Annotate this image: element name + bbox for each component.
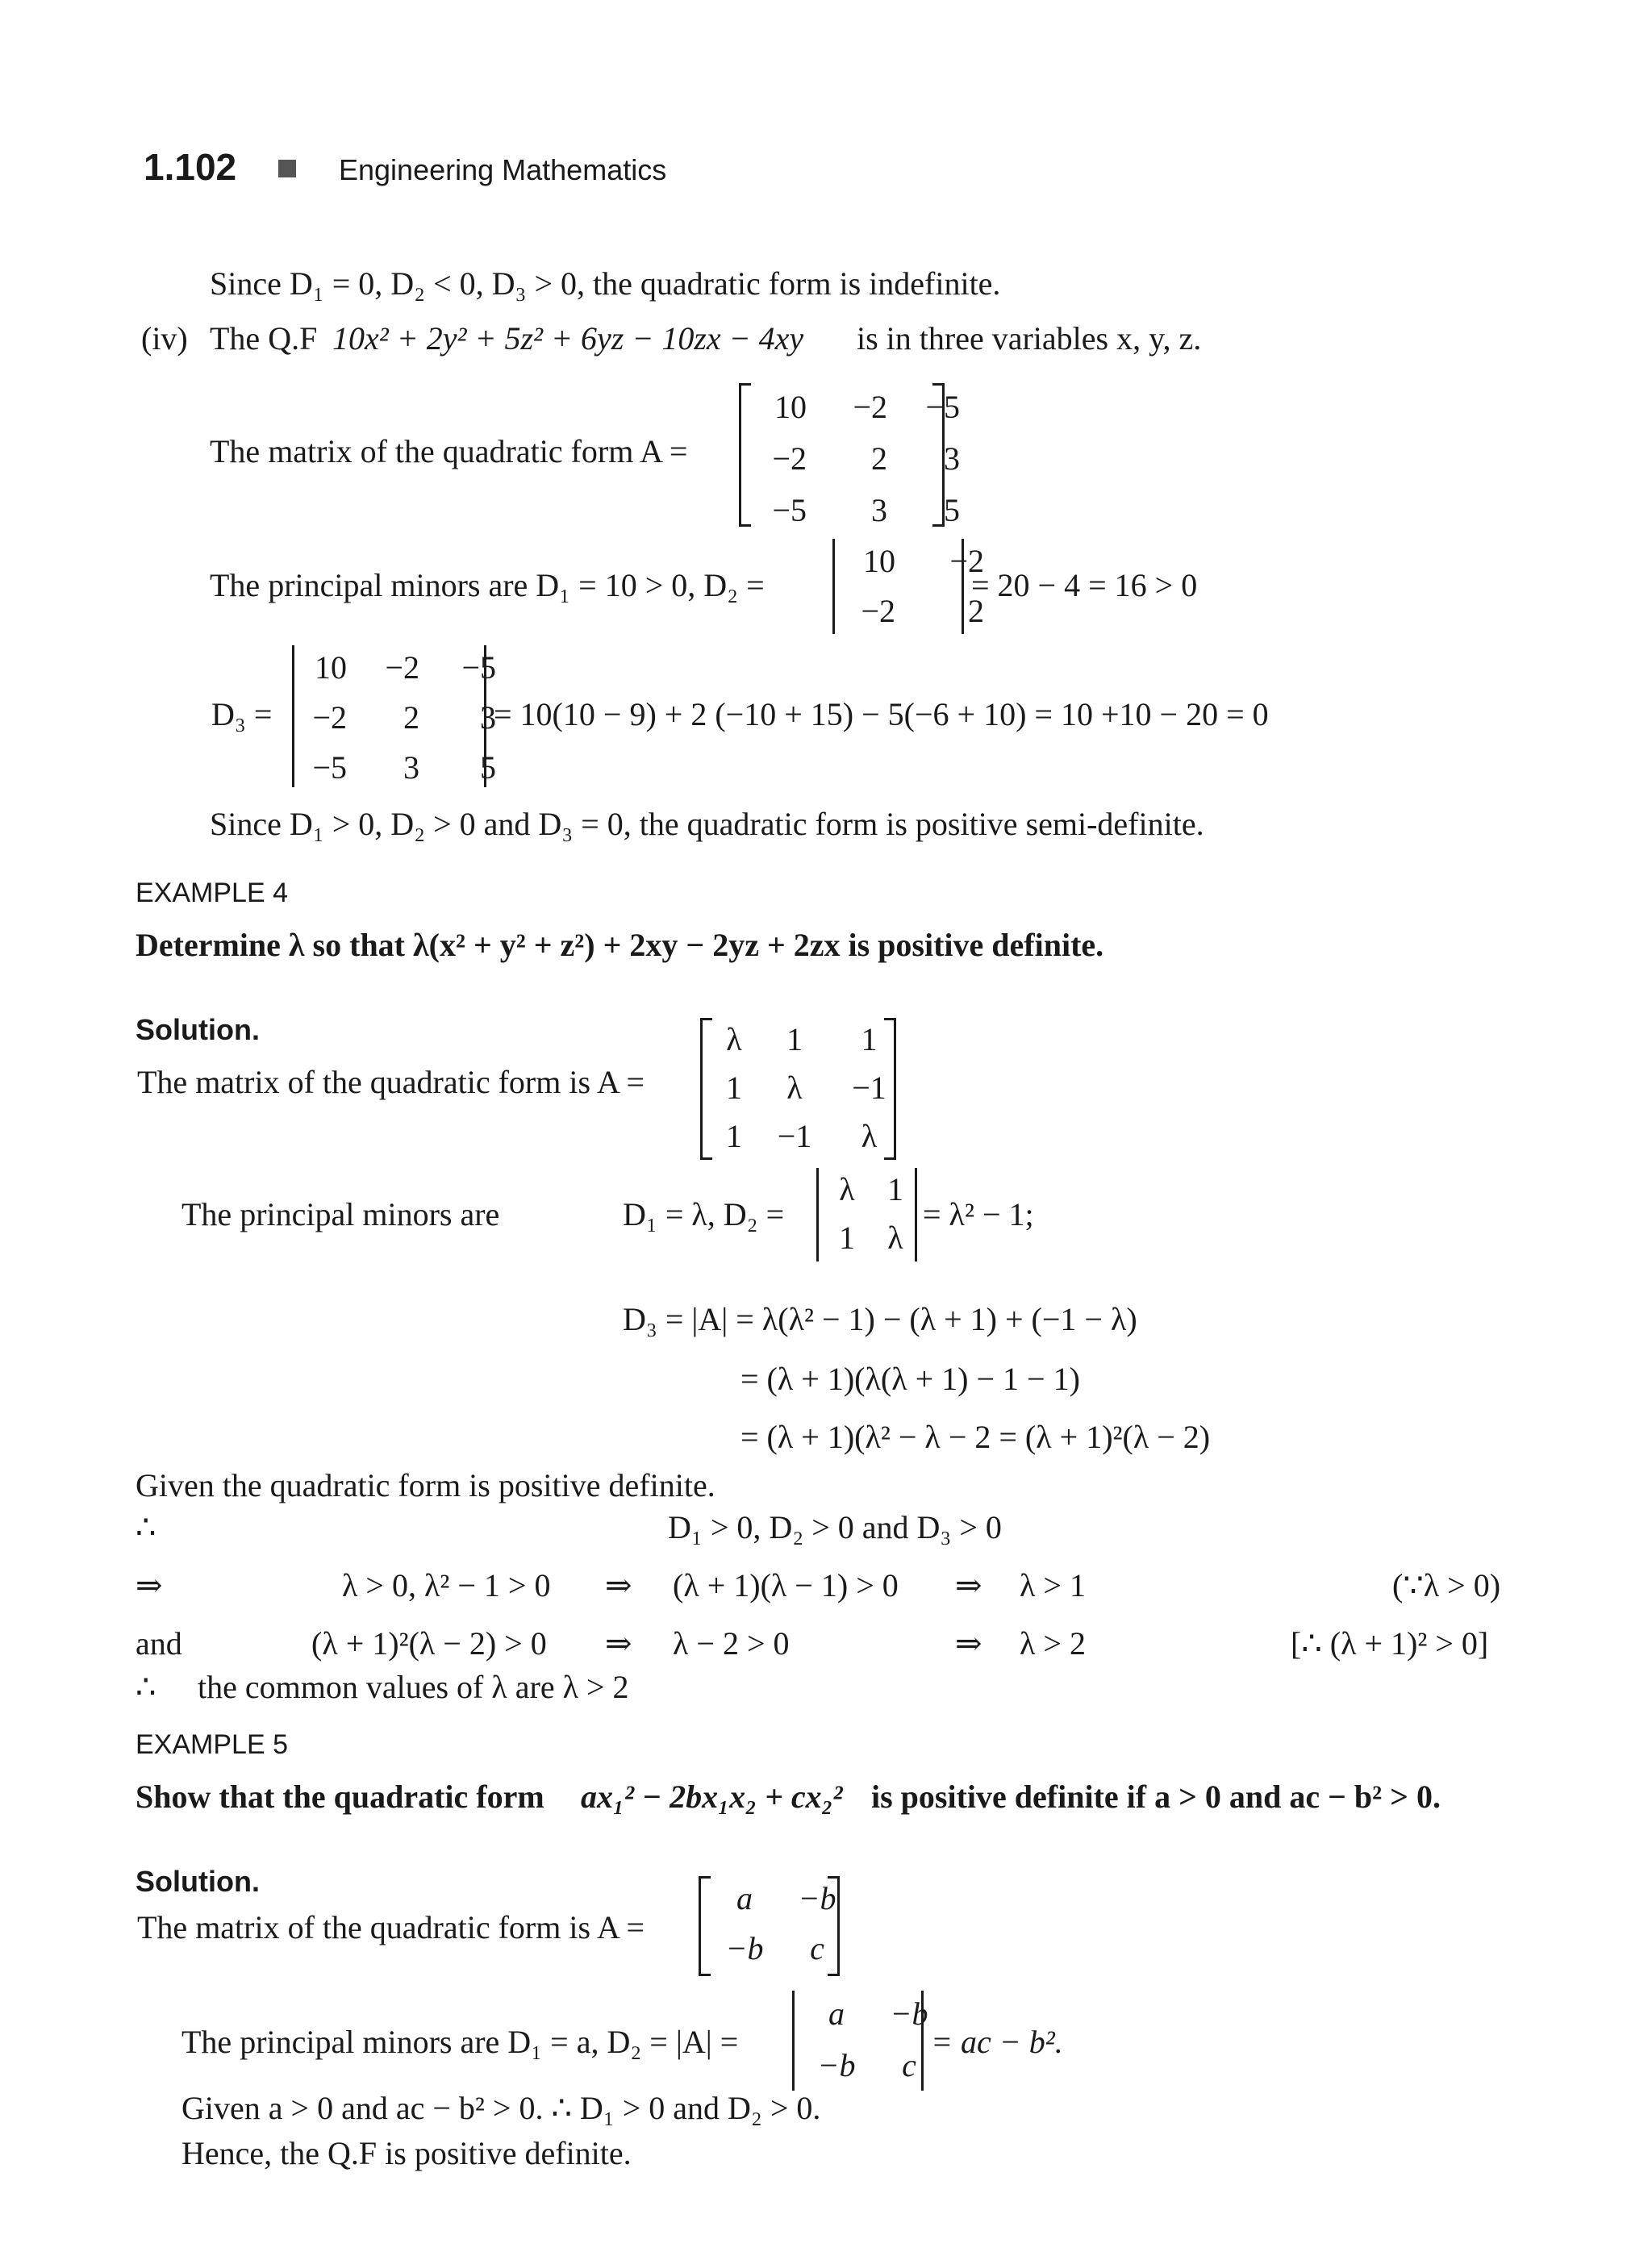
example-4-d3-line1: D₃ = |A| = λ(λ² − 1) − (λ + 1) + (−1 − λ) [623,1301,1137,1337]
det-left-bar [292,645,294,787]
example-4-d2-matrix [823,1165,920,1261]
matrix-cell: −5 [925,388,960,425]
example-4-d2-result: = λ² − 1; [923,1196,1034,1232]
part-iv-matrix [750,381,960,536]
matrix-right-bracket [828,1876,840,1976]
matrix-cell: −b [725,1929,764,1966]
matrix-cell: −2 [385,648,419,686]
matrix-cell: −5 [772,491,807,528]
matrix-cell: 10 [315,648,347,686]
example-4-matrix-label: The matrix of the quadratic form is A = [137,1064,645,1100]
implies-symbol: ⇒ [955,1567,982,1603]
example-4-row2-b: λ − 2 > 0 [673,1625,790,1662]
matrix-cell: λ [839,1170,855,1207]
example-5-heading: EXAMPLE 5 [136,1729,288,1760]
implies-symbol: ⇒ [136,1567,163,1603]
matrix-cell: c [810,1929,824,1966]
matrix-cell: −1 [777,1117,812,1154]
matrix-cell: 5 [944,491,960,528]
example-4-row1-b: (λ + 1)(λ − 1) > 0 [673,1567,899,1603]
det-right-bar [962,539,964,634]
matrix-right-bracket [884,1018,896,1160]
matrix-cell: 3 [403,749,419,786]
part-iv-conclusion: Since D₁ > 0, D₂ > 0 and D₃ = 0, the quadratic form is positive semi-definite. [210,806,1204,842]
matrix-cell: −2 [312,698,347,736]
part-iv-intro-suffix: is in three variables x, y, z. [857,320,1202,357]
example-4-final: the common values of λ are λ > 2 [198,1669,629,1705]
matrix-cell: −1 [852,1069,886,1106]
example-5-problem-form: ax₁² − 2bx₁x₂ + cx₂² [581,1779,843,1815]
matrix-cell: 1 [839,1219,855,1256]
part-iv-d3-result: = 10(10 − 9) + 2 (−10 + 15) − 5(−6 + 10) = 10 +10 − 20 = 0 [494,696,1269,732]
matrix-left-bracket [739,383,751,527]
matrix-cell: 10 [863,542,895,579]
matrix-cell: 2 [968,592,984,629]
det-left-bar [816,1168,819,1261]
det-right-bar [915,1168,917,1261]
part-iv-d3-label: D₃ = [211,696,273,732]
example-5-matrix-label: The matrix of the quadratic form is A = [137,1909,645,1945]
matrix-cell: −2 [861,592,895,629]
matrix-cell: −5 [312,749,347,786]
example-5-problem-suffix: is positive definite if a > 0 and ac − b² > 0. [871,1779,1441,1815]
matrix-cell: 1 [861,1020,878,1057]
example-4-d1-d2: D₁ = λ, D₂ = [623,1196,785,1232]
matrix-cell: 3 [871,491,887,528]
example-4-row2-c: λ > 2 [1020,1625,1086,1662]
matrix-cell: −b [890,1995,928,2032]
implies-symbol: ⇒ [955,1625,982,1662]
example-4-solution-label: Solution. [136,1013,260,1046]
example-4-d3-line3: = (λ + 1)(λ² − λ − 2 = (λ + 1)²(λ − 2) [740,1419,1211,1455]
example-5-problem-prefix: Show that the quadratic form [136,1779,544,1815]
matrix-cell: 2 [403,698,419,736]
example-4-row1-a: λ > 0, λ² − 1 > 0 [342,1567,551,1603]
matrix-cell: −b [798,1879,836,1916]
example-4-row2-lead: and [136,1625,182,1662]
example-4-problem: Determine λ so that λ(x² + y² + z²) + 2xy − 2yz + 2zx is positive definite. [136,927,1104,963]
part-iv-form: 10x² + 2y² + 5z² + 6yz − 10zx − 4xy [332,320,804,357]
example-4-condition: D₁ > 0, D₂ > 0 and D₃ > 0 [668,1509,1002,1545]
det-right-bar [484,645,486,787]
implies-symbol: ⇒ [605,1567,632,1603]
example-5-given: Given a > 0 and ac − b² > 0. ∴ D₁ > 0 and D₂ > 0. [181,2090,821,2126]
book-title: Engineering Mathematics [339,153,667,186]
matrix-cell: −5 [461,648,496,686]
part-iv-minors-label: The principal minors are D₁ = 10 > 0, D₂ = [210,567,765,603]
matrix-cell: a [828,1995,845,2032]
matrix-cell: 1 [726,1069,742,1106]
example-4-matrix [710,1015,907,1160]
example-4-minors-label: The principal minors are [181,1196,500,1232]
matrix-right-bracket [932,383,945,527]
matrix-cell: c [902,2046,916,2083]
matrix-cell: −2 [772,440,807,477]
matrix-cell: 3 [480,698,496,736]
matrix-cell: λ [887,1219,903,1256]
matrix-cell: a [736,1879,753,1916]
matrix-cell: λ [726,1020,742,1057]
example-4-row1-note: (∵λ > 0) [1392,1567,1501,1603]
example-5-solution-label: Solution. [136,1865,260,1898]
matrix-cell: 1 [887,1170,903,1207]
page-number: 1.102 [144,146,237,188]
matrix-cell: λ [861,1117,878,1154]
therefore-symbol: ∴ [136,1509,156,1545]
example-5-hence: Hence, the Q.F is positive definite. [181,2135,632,2171]
matrix-cell: 5 [480,749,496,786]
implies-symbol: ⇒ [605,1625,632,1662]
matrix-cell: −2 [853,388,887,425]
example-5-d2-matrix [800,1987,945,2091]
part-iv-matrix-label: The matrix of the quadratic form A = [210,433,688,469]
det-right-bar [921,1991,924,2091]
matrix-cell: −2 [949,542,984,579]
matrix-cell: 1 [786,1020,803,1057]
example-5-minors-label: The principal minors are D₁ = a, D₂ = |A| = [181,2024,739,2060]
example-4-heading: EXAMPLE 4 [136,878,288,908]
matrix-cell: 2 [871,440,887,477]
part-iv-label: (iv) [141,320,188,357]
therefore-symbol: ∴ [136,1669,156,1705]
part-iv-d2-result: = 20 − 4 = 16 > 0 [971,567,1198,603]
example-4-row2-a: (λ + 1)²(λ − 2) > 0 [311,1625,547,1662]
example-4-row2-note: [∴ (λ + 1)² > 0] [1291,1625,1489,1662]
matrix-cell: −b [817,2046,856,2083]
part-iii-conclusion: Since D₁ = 0, D₂ < 0, D₃ > 0, the quadratic form is indefinite. [210,265,1001,302]
matrix-cell: 3 [944,440,960,477]
det-left-bar [832,539,835,634]
matrix-cell: 10 [774,388,807,425]
example-4-given: Given the quadratic form is positive definite. [136,1467,715,1503]
example-4-d3-line2: = (λ + 1)(λ(λ + 1) − 1 − 1) [740,1361,1080,1397]
example-5-d2-result: = ac − b². [931,2024,1063,2060]
header-square-icon [278,160,296,177]
part-iv-d3-matrix [298,642,496,792]
matrix-cell: λ [786,1069,803,1106]
det-left-bar [792,1991,795,2091]
part-iv-intro-prefix: The Q.F [210,320,318,357]
matrix-cell: 1 [726,1117,742,1154]
example-4-row1-c: λ > 1 [1020,1567,1086,1603]
